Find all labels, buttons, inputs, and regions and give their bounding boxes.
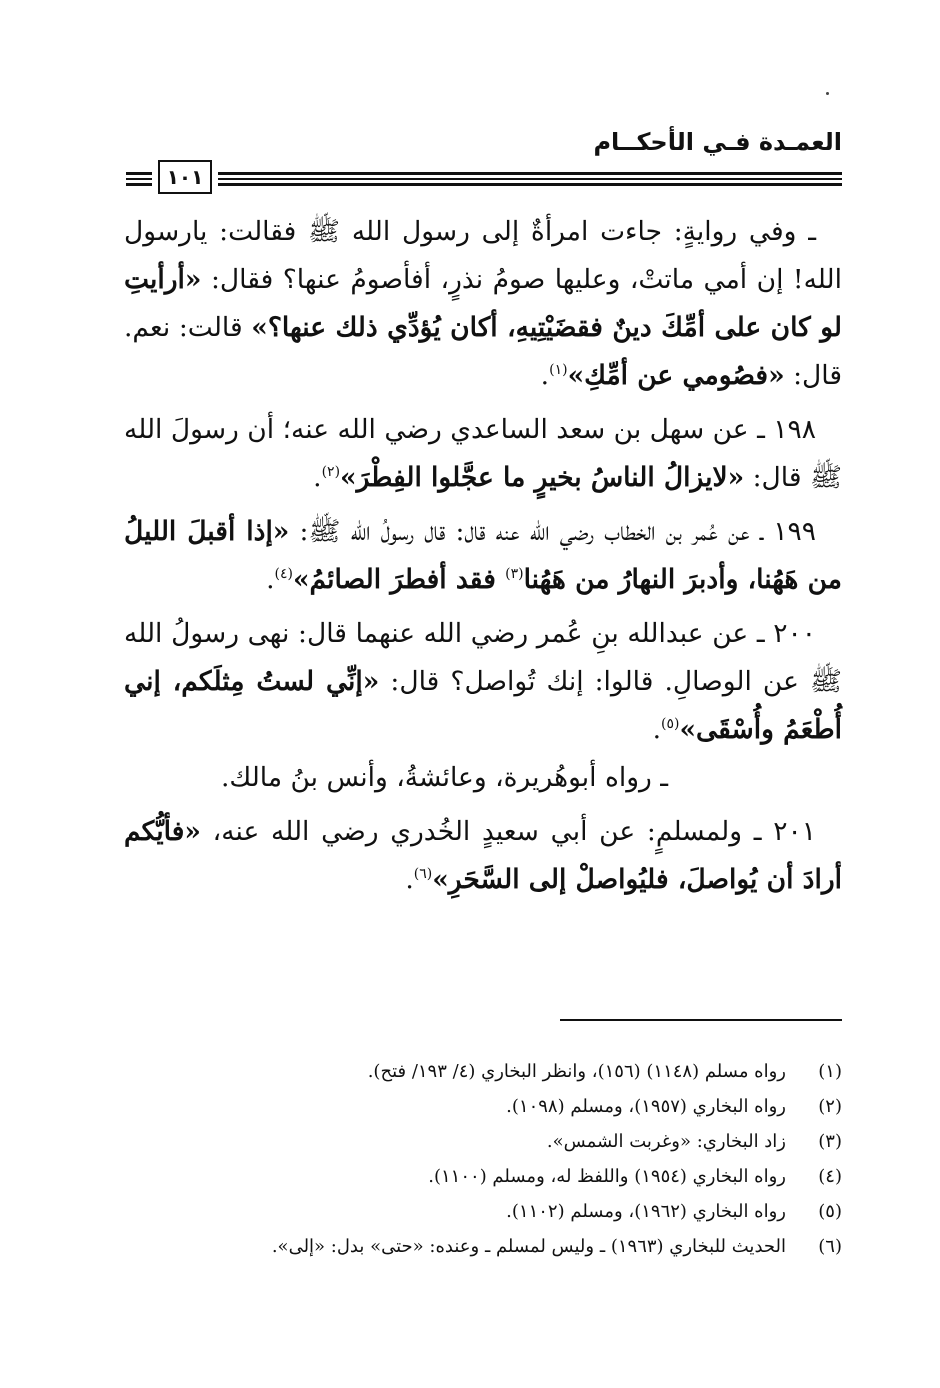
main-text	[124, 208, 842, 904]
footnote-ref: (١)	[549, 362, 568, 379]
paragraph-text: ـ وفي روايةٍ: جاءت امرأةٌ إلى رسول الله ﷺ فقالت: يارسول الله! إن أمي ماتتْ، وعليها صومُ نذرٍ، أفأصومُ عنها؟ فقال:	[124, 216, 842, 295]
footnote-ref: (٦)	[413, 866, 433, 883]
footnote-item	[124, 1054, 842, 1089]
footnote-text: زاد البخاري: «وغربت الشمس».	[546, 1131, 786, 1152]
page-number: ١٠١	[158, 160, 212, 194]
footnote-item	[124, 1124, 842, 1159]
paragraph-tail: .	[266, 564, 275, 595]
scan-speck	[826, 92, 829, 95]
paragraph-tail: .	[313, 462, 322, 493]
paragraph-text: ٢٠٠ ـ عن عبدالله بنِ عُمر رضي الله عنهما قال: نهى رسولُ الله ﷺ عن الوصالِ. قالوا: إنك تُواصل؟ قال:	[124, 618, 842, 697]
hadith-quote: «أرأيتِ لو كان على أمِّكَ دينٌ فقضَيْتِيهِ، أكان يُؤدِّي ذلك عنها؟»	[124, 264, 842, 343]
footnote-separator	[560, 1019, 842, 1021]
paragraph-text: ١٩٨ ـ عن سهل بن سعد الساعدي رضي الله عنه؛ أن رسولَ الله ﷺ قال:	[124, 414, 842, 493]
header-rule-left	[126, 172, 152, 186]
hadith-quote: فقد أفطرَ الصائمُ»	[292, 564, 506, 595]
footnote-text: رواه البخاري (١٩٥٤) واللفظ له، ومسلم (١١٠٠).	[428, 1166, 786, 1187]
footnote-number: (٦)	[818, 1236, 842, 1257]
paragraph-tail: .	[652, 714, 661, 745]
footnote-text: رواه البخاري (١٩٥٧)، ومسلم (١٠٩٨).	[506, 1096, 786, 1117]
footnote-ref: (٥)	[661, 716, 680, 733]
narrators-line: ـ رواه أبوهُريرة، وعائشةُ، وأنس بنُ مالك.	[220, 762, 668, 793]
footnote-text: الحديث للبخاري (١٩٦٣) ـ وليس لمسلم ـ وعنده: «حتى» بدل: «إلى».	[271, 1236, 786, 1257]
footnote-item	[124, 1194, 842, 1229]
footnote-number: (٢)	[818, 1096, 842, 1117]
paragraph-tail: .	[540, 360, 550, 391]
paragraph-text: قالت: نعم. قال:	[124, 312, 842, 391]
paragraph-tail: .	[405, 864, 414, 895]
footnote-item	[124, 1159, 842, 1194]
footnote-number: (١)	[818, 1061, 842, 1082]
footnote-item	[124, 1229, 842, 1264]
hadith-200	[124, 610, 842, 754]
paragraph-narration	[124, 208, 842, 400]
hadith-quote: «لايزالُ الناسُ بخيرٍ ما عجَّلوا الفِطْرَ»	[340, 462, 745, 493]
footnote-number: (٣)	[818, 1131, 842, 1152]
hadith-quote: «إذا أقبلَ الليلُ من هَهُنا، وأدبرَ النهارُ من هَهُنا	[124, 516, 842, 595]
header-rule	[218, 172, 842, 186]
footnote-ref: (٣)	[505, 566, 524, 583]
hadith-quote: «فأيُّكم أرادَ أن يُواصلَ، فليُواصلْ إلى السَّحَرِ»	[124, 816, 842, 895]
paragraph-text: ٢٠١ ـ ولمسلمٍ: عن أبي سعيدٍ الخُدري رضي الله عنه،	[200, 816, 816, 847]
footnotes	[124, 1054, 842, 1264]
footnote-text: رواه البخاري (١٩٦٢)، ومسلم (١١٠٢).	[506, 1201, 786, 1222]
hadith-201	[124, 808, 842, 904]
footnote-text: رواه مسلم (١١٤٨) (١٥٦)، وانظر البخاري (٤/ ١٩٣/ فتح).	[367, 1061, 786, 1082]
footnote-number: (٥)	[818, 1201, 842, 1222]
hadith-quote: «إنِّي لستُ مِثلَكم، إني أُطْعَمُ وأُسْقَى»	[124, 666, 842, 745]
footnote-ref: (٢)	[321, 464, 341, 481]
footnote-number: (٤)	[818, 1166, 842, 1187]
running-title: العمـدة فـي الأحكــام	[593, 128, 842, 156]
paragraph-text: ١٩٩ ـ عن عُمر بن الخطاب رضي الله عنه قال: قال رسولُ الله ﷺ:	[289, 516, 816, 547]
footnote-ref: (٤)	[274, 566, 293, 583]
footnote-item	[124, 1089, 842, 1124]
hadith-198	[124, 406, 842, 502]
hadith-quote: «فصُومي عن أمِّكِ»	[567, 360, 785, 391]
hadith-199	[124, 508, 842, 604]
